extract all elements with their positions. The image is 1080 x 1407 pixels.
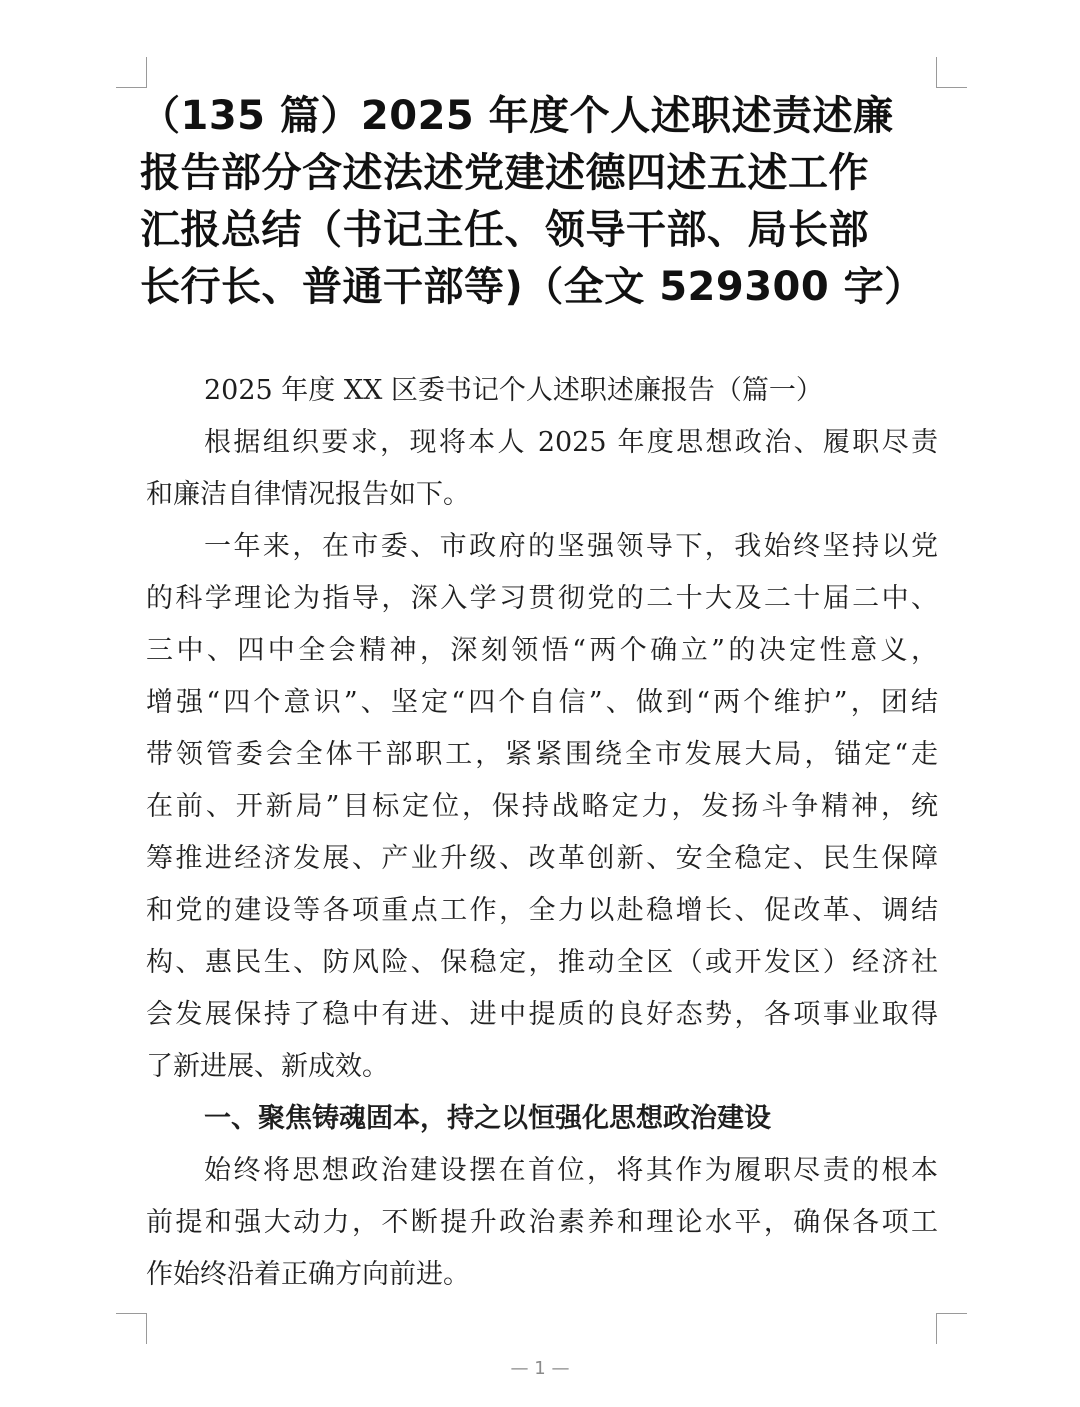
document-title — [140, 88, 940, 316]
paragraph-line: 了新进展、新成效。 — [146, 1051, 389, 1082]
page-number: — 1 — — [510, 1358, 570, 1379]
paragraph-line: 前提和强大动力，不断提升政治素养和理论水平，确保各项工 — [146, 1207, 938, 1238]
paragraph-line: 和党的建设等各项重点工作，全力以赴稳增长、促改革、调结 — [146, 895, 938, 926]
crop-mark-top-right — [936, 57, 967, 88]
paragraph-line: 始终将思想政治建设摆在首位，将其作为履职尽责的根本 — [204, 1155, 938, 1186]
paragraph-line: 在前、开新局”目标定位，保持战略定力，发扬斗争精神，统 — [146, 791, 938, 822]
crop-mark-bottom-right — [936, 1313, 967, 1344]
paragraph-line: 构、惠民生、防风险、保稳定，推动全区（或开发区）经济社 — [146, 947, 938, 978]
title-line: 汇报总结（书记主任、领导干部、局长部 — [140, 207, 869, 253]
paragraph-line: 作始终沿着正确方向前进。 — [146, 1259, 470, 1290]
paragraph-line: 三中、四中全会精神，深刻领悟“两个确立”的决定性意义， — [146, 635, 938, 666]
crop-mark-top-left — [116, 57, 147, 88]
title-line: （135 篇）2025 年度个人述职述责述廉 — [140, 93, 894, 139]
paragraph-line: 和廉洁自律情况报告如下。 — [146, 479, 470, 510]
paragraph-line: 的科学理论为指导，深入学习贯彻党的二十大及二十届二中、 — [146, 583, 938, 614]
paragraph-line: 根据组织要求，现将本人 2025 年度思想政治、履职尽责 — [204, 427, 938, 458]
paragraph-line: 会发展保持了稳中有进、进中提质的良好态势，各项事业取得 — [146, 999, 938, 1030]
paragraph-line: 筹推进经济发展、产业升级、改革创新、安全稳定、民生保障 — [146, 843, 938, 874]
section-heading: 一、聚焦铸魂固本，持之以恒强化思想政治建设 — [204, 1103, 771, 1134]
title-line: 报告部分含述法述党建述德四述五述工作 — [140, 150, 869, 196]
crop-mark-bottom-left — [116, 1313, 147, 1344]
paragraph-line: 带领管委会全体干部职工，紧紧围绕全市发展大局，锚定“走 — [146, 739, 938, 770]
paragraph-line: 增强“四个意识”、坚定“四个自信”、做到“两个维护”，团结 — [146, 687, 938, 718]
document-body — [146, 365, 938, 1301]
report-subtitle: 2025 年度 XX 区委书记个人述职述廉报告（篇一） — [204, 375, 823, 406]
title-line: 长行长、普通干部等)（全文 529300 字） — [140, 264, 925, 310]
paragraph-line: 一年来，在市委、市政府的坚强领导下，我始终坚持以党 — [204, 531, 938, 562]
